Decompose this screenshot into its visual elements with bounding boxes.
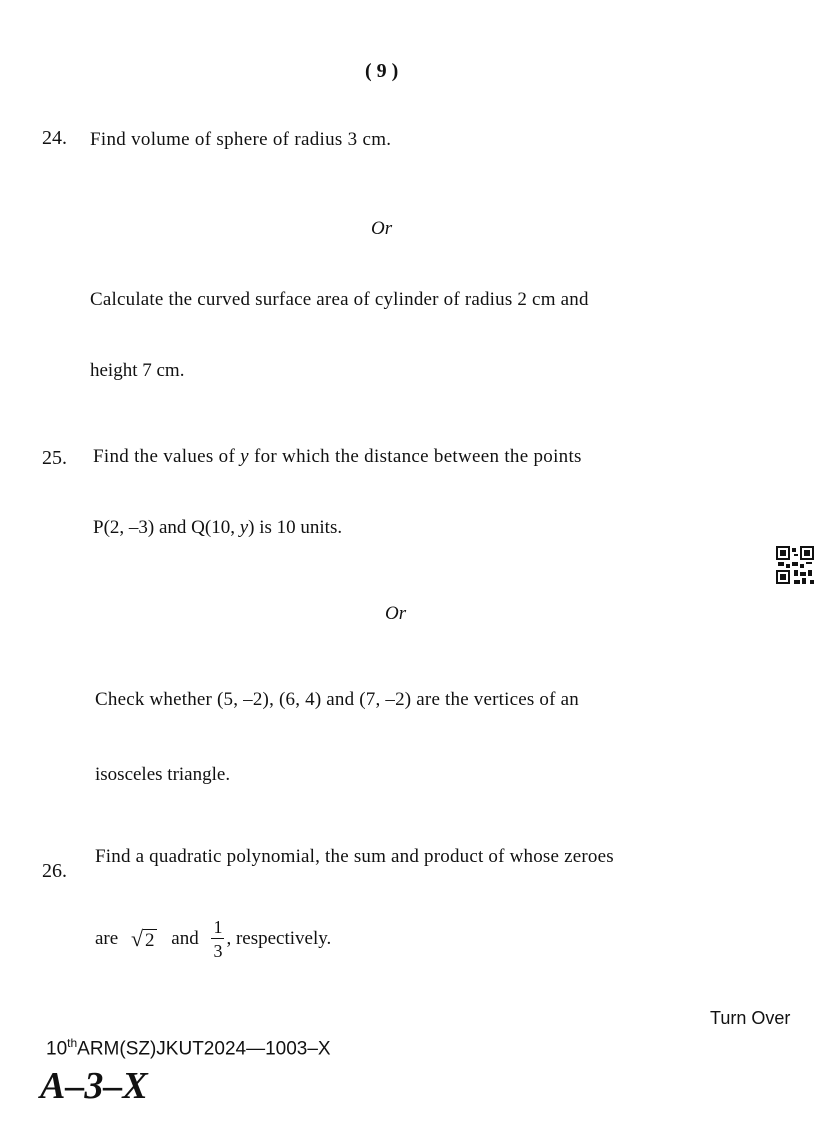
question-26-line2 xyxy=(95,918,331,960)
page-number: ( 9 ) xyxy=(365,60,399,82)
turn-over-label: Turn Over xyxy=(710,1008,791,1028)
question-25-number: 25. xyxy=(42,447,67,469)
question-25-line1-post: for which the distance between the points xyxy=(253,446,582,467)
question-25-line2-post: ) is 10 units. xyxy=(248,517,343,538)
question-25-line2-var: y xyxy=(239,517,249,538)
question-25-line2-pre: P(2, –3) and Q(10, xyxy=(93,517,235,538)
question-24-text: Find volume of sphere of radius 3 cm. xyxy=(90,129,392,150)
question-24-alt-line1: Calculate the curved surface area of cylinder of radius 2 cm and xyxy=(90,289,589,310)
question-25-or: Or xyxy=(385,603,407,624)
question-26-line2-pre: are xyxy=(95,928,119,949)
fraction xyxy=(211,918,224,960)
paper-code xyxy=(46,1036,331,1060)
paper-code-sup: th xyxy=(67,1036,78,1050)
question-25-alt-line2: isosceles triangle. xyxy=(95,764,231,785)
question-25-line1 xyxy=(93,446,582,468)
question-26-number: 26. xyxy=(42,860,67,882)
question-24-or: Or xyxy=(371,218,393,239)
sqrt-expression: √ 2 xyxy=(130,926,155,951)
paper-code-rest: ARM(SZ)JKUT2024—1003–X xyxy=(77,1038,331,1060)
fraction-numerator: 1 xyxy=(213,917,223,937)
question-26-line1: Find a quadratic polynomial, the sum and product of whose zeroes xyxy=(95,846,614,867)
question-24-alt-line2: height 7 cm. xyxy=(90,360,185,381)
fraction-denominator: 3 xyxy=(213,941,223,961)
question-26-line2-post: , respectively. xyxy=(226,928,332,949)
question-25-line1-pre: Find the values of xyxy=(93,446,236,467)
sqrt-radicand: 2 xyxy=(145,930,155,951)
paper-code-prefix: 10 xyxy=(46,1038,68,1060)
series-code: A–3–X xyxy=(40,1065,148,1107)
question-25-line2 xyxy=(93,517,342,539)
question-26-line2-mid: and xyxy=(171,928,199,949)
question-25-line1-var: y xyxy=(240,446,249,467)
question-25-alt-line1: Check whether (5, –2), (6, 4) and (7, –2) are the vertices of an xyxy=(95,689,579,710)
question-24-number: 24. xyxy=(42,127,67,149)
qr-code-icon xyxy=(776,546,814,584)
